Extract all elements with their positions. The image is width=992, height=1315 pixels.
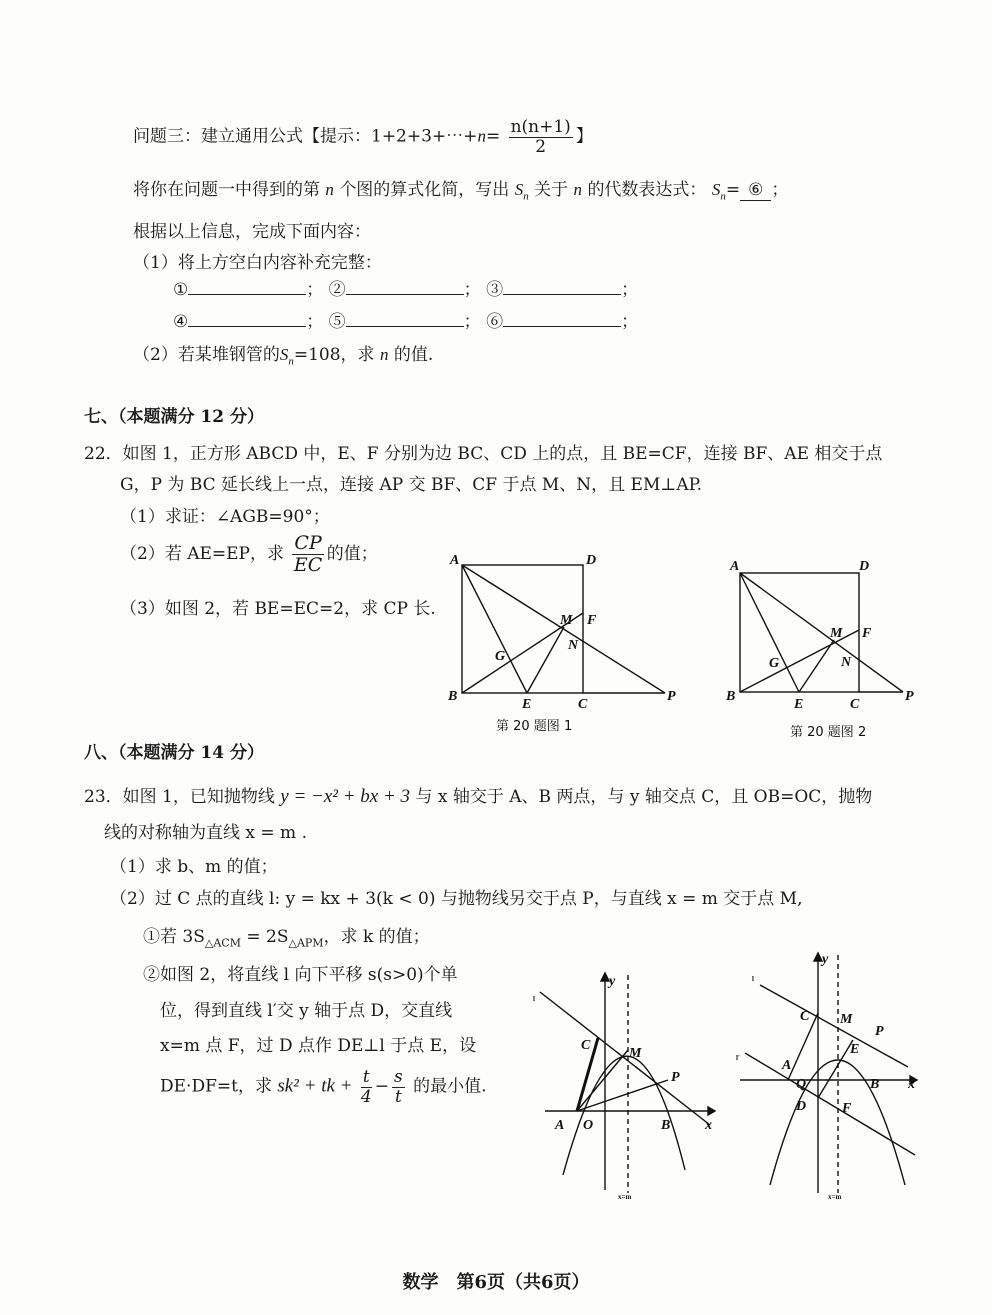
q23-sub2-ii-l1: ②如图 2，将直线 l 向下平移 s(s>0)个单 xyxy=(143,965,458,985)
q23-sub1: （1）求 b、m 的值； xyxy=(110,857,278,877)
problem3-line2: 将你在问题一中得到的第 n 个图的算式化简，写出 $S_n$ 关于 n 的代数表达式： $S_n=$ ⑥ ； xyxy=(133,180,789,203)
svg-text:O: O xyxy=(583,1118,594,1133)
svg-text:M: M xyxy=(629,1046,642,1061)
parabola xyxy=(563,1056,685,1175)
q22-line2: G，P 为 BC 延长线上一点，连接 AP 交 BF、CF 于点 M、N，且 EM⊥AP. xyxy=(120,475,703,495)
problem3-title-line: 问题三：建立通用公式【提示：1+2+3+⋯+n= $\frac{n(n+1)}{2}$ 】 xyxy=(133,117,593,157)
q23-sub2-ii-l3: x=m 点 F，过 D 点作 DE⊥l 于点 E，设 xyxy=(160,1036,477,1056)
svg-text:P: P xyxy=(671,1070,680,1085)
figure-2-caption: 第 20 题图 2 xyxy=(790,725,867,740)
svg-text:A: A xyxy=(730,559,740,574)
answer-blank-5[interactable] xyxy=(346,310,464,327)
square-abcd xyxy=(462,565,583,693)
q23-line1: 23．如图 1，已知抛物线 y = −x² + bx + 3 与 x 轴交于 A、B 两点，与 y 轴交点 C，且 OB=OC，抛物 xyxy=(84,786,873,807)
answer-blanks-row1: ① ； ② ； ③ ； xyxy=(173,280,639,300)
svg-text:y: y xyxy=(822,952,829,967)
svg-text:M: M xyxy=(830,626,843,641)
label-g: G xyxy=(495,649,506,664)
svg-text:D: D xyxy=(859,559,870,574)
q22-sub1: （1）求证：∠AGB=90°； xyxy=(120,507,330,527)
answer-blank-2[interactable] xyxy=(346,278,464,295)
q23-figure-1 xyxy=(525,965,725,1205)
svg-text:E: E xyxy=(794,697,804,712)
line-l-2 xyxy=(760,985,908,1067)
svg-text:E: E xyxy=(850,1042,860,1057)
line-ap-2 xyxy=(740,573,903,692)
q23-sub2: （2）过 C 点的直线 l: y = kx + 3(k < 0) 与抛物线另交于点 P，与直线 x = m 交于点 M, xyxy=(110,889,803,909)
label-p: P xyxy=(667,689,676,704)
line-ae-2 xyxy=(740,573,799,692)
svg-text:C: C xyxy=(800,1009,810,1024)
q23-line2: 线的对称轴为直线 x = m . xyxy=(104,823,307,843)
label-n: N xyxy=(568,638,579,653)
line-em xyxy=(527,627,564,693)
svg-text:C: C xyxy=(850,697,860,712)
label-d: D xyxy=(586,553,597,568)
q23-sub2-ii-l4: DE·DF=t，求 sk² + tk + $\frac{t}{4}$ − $\frac{s}{t}$ 的最小值. xyxy=(160,1067,487,1107)
answer-blank-1[interactable] xyxy=(188,278,306,295)
section8-heading: 八、（本题满分 14 分） xyxy=(84,743,264,763)
svg-text:F: F xyxy=(842,1101,852,1116)
label-m: M xyxy=(560,613,573,628)
svg-text:l′: l′ xyxy=(736,1054,740,1062)
line-ae xyxy=(462,565,527,693)
fig1-symmetry-label: x=m xyxy=(618,1193,632,1201)
problem3-q1: （1）将上方空白内容补充完整： xyxy=(133,253,382,273)
answer-blank-6[interactable] xyxy=(503,310,621,327)
svg-text:B: B xyxy=(870,1077,880,1092)
segment-de xyxy=(818,1040,853,1098)
svg-text:B: B xyxy=(661,1118,671,1133)
svg-text:x: x xyxy=(705,1118,712,1133)
q22-sub2: （2）若 AE=EP，求 $\frac{CP}{EC}$ 的值； xyxy=(120,532,378,576)
svg-text:C: C xyxy=(581,1038,591,1053)
q22-figure-1 xyxy=(440,550,690,740)
svg-text:A: A xyxy=(782,1058,792,1073)
label-c: C xyxy=(578,697,588,712)
svg-text:F: F xyxy=(862,626,872,641)
label-e: E xyxy=(522,697,532,712)
svg-text:B: B xyxy=(726,689,736,704)
q23-sub2-ii-l2: 位，得到直线 l′交 y 轴于点 D，交直线 xyxy=(160,1001,453,1021)
line-l-prime xyxy=(745,1053,915,1155)
q22-figure-2 xyxy=(718,550,928,745)
answer-blanks-row2: ④ ； ⑤ ； ⑥ ； xyxy=(173,312,639,332)
svg-text:P: P xyxy=(905,689,914,704)
svg-text:G: G xyxy=(769,656,780,671)
q23-sub2-i: ①若 $3S_{\triangle ACM} = 2S_{\triangle APM}$，求 k 的值； xyxy=(143,927,430,950)
svg-text:Q: Q xyxy=(796,1077,807,1092)
fig2-symmetry-label: x=m xyxy=(828,1193,842,1201)
label-b: B xyxy=(448,689,458,704)
answer-blank-4[interactable] xyxy=(188,310,306,327)
answer-blank-3[interactable] xyxy=(503,278,621,295)
q23-figure-2 xyxy=(730,945,930,1205)
problem3-line3: 根据以上信息，完成下面内容： xyxy=(133,222,371,242)
svg-text:l: l xyxy=(533,995,535,1003)
q22-line1: 22．如图 1，正方形 ABCD 中，E、F 分别为边 BC、CD 上的点，且 BE=CF，连接 BF、AE 相交于点 xyxy=(84,444,883,464)
svg-text:D: D xyxy=(796,1099,807,1114)
label-f: F xyxy=(587,613,597,628)
problem3-q2: （2）若某堆钢管的$S_n=108$，求 n 的值. xyxy=(133,345,434,368)
section7-heading: 七、（本题满分 12 分） xyxy=(84,407,264,427)
q22-sub3: （3）如图 2，若 BE=EC=2，求 CP 长. xyxy=(120,599,436,619)
page-footer: 数学 第6页（共6页） xyxy=(402,1272,590,1293)
svg-text:y: y xyxy=(609,974,616,989)
line-l xyxy=(540,992,710,1125)
label-a: A xyxy=(450,553,460,568)
svg-text:N: N xyxy=(841,655,852,670)
figure-1-caption: 第 20 题图 1 xyxy=(496,719,573,734)
svg-text:A: A xyxy=(555,1118,565,1133)
svg-text:l: l xyxy=(752,975,754,983)
svg-text:x: x xyxy=(908,1077,915,1092)
line-em-2 xyxy=(799,640,834,692)
svg-text:P: P xyxy=(875,1024,884,1039)
hint-fraction: $\frac{n(n+1)}{2}$ xyxy=(510,117,571,157)
svg-text:M: M xyxy=(840,1012,853,1027)
